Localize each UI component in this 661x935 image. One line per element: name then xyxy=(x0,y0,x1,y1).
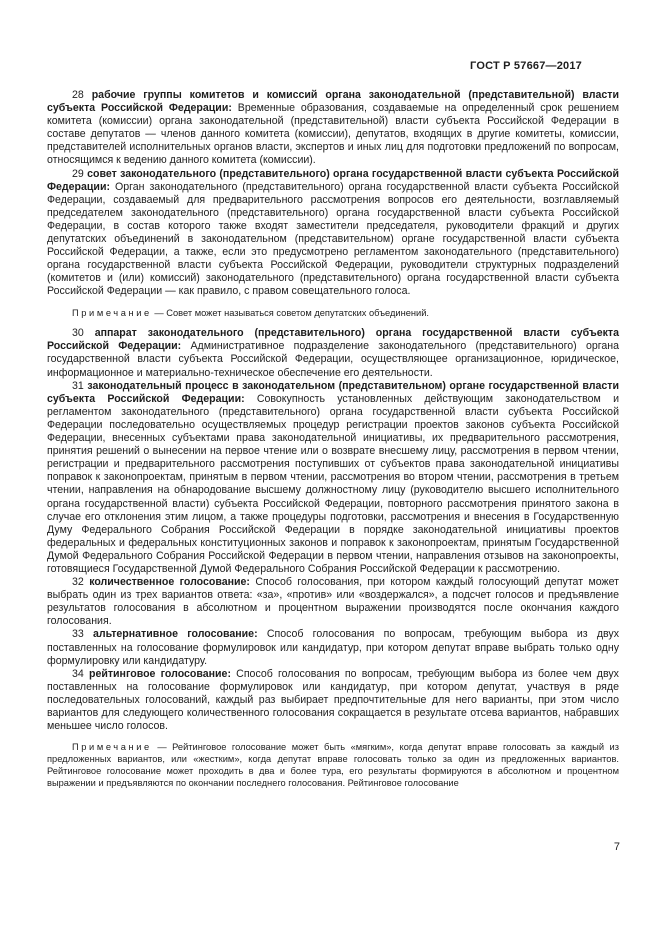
note-text: — Совет может называться советом депутатских объединений. xyxy=(154,307,429,318)
doc-number: ГОСТ Р 57667—2017 xyxy=(470,60,582,72)
term-name: количественное голосование: xyxy=(89,576,250,589)
note-label: Примечание xyxy=(72,307,152,318)
term-definition: Временные образования, создаваемые на определенный срок решением комитета (комиссии) органа законодательной (представительной) власти субъекта Российской Федерации в составе депутатов — членов данного комитета (комиссии), депутатов, входящих в другие комитеты, комиссии, представителей исполнительных органов власти, экспертов и иных лиц для подготовки предложений по вопросам, относящимся к ведению данного комитета (комиссии). xyxy=(47,102,620,167)
term-number: 28 xyxy=(72,89,84,101)
term-paragraph-34 xyxy=(47,668,619,733)
term-name: совет законодательного (представительного) органа государственной власти субъекта Российской Федерации: xyxy=(47,167,619,193)
term-number: 32 xyxy=(72,576,84,589)
term-number: 30 xyxy=(72,327,84,340)
term-paragraph-28 xyxy=(47,89,619,168)
term-number: 34 xyxy=(72,667,84,680)
term-definition: Административное подразделение законодательного (представительного) органа государственной власти субъекта Российской Федерации, осуществляющее организационное, юридическое, информационное и материально-техническое обеспечение его деятельности. xyxy=(47,340,619,379)
term-number: 29 xyxy=(72,167,84,180)
term-paragraph-31 xyxy=(47,380,619,576)
term-name: законодательный процесс в законодательном (представительном) органе государственной власти субъекта Российской Федерации: xyxy=(47,379,619,405)
term-definition: Способ голосования по вопросам, требующим выбора из двух поставленных на голосование формулировок или кандидатур, при котором депутат вправе выбрать только одну формулировку или кандидатуру. xyxy=(47,628,620,667)
term-name: аппарат законодательного (представительного) органа государственной власти субъекта Российской Федерации: xyxy=(47,327,620,353)
page-number: 7 xyxy=(613,841,620,853)
term-definition: Способ голосования по вопросам, требующим выбора из более чем двух поставленных на голосование формулировок или кандидатур, при котором депутат, участвуя в ряде последовательных голосований, каждый раз выбирает предпочтительные для него варианты, при этом число вариантов для следующего количественного голосования сокращается в результате отсева вариантов, набравших меньшее число голосов. xyxy=(47,667,619,733)
document-body xyxy=(47,89,619,797)
term-number: 31 xyxy=(72,379,84,392)
note-2 xyxy=(47,742,619,789)
term-definition: Способ голосования, при котором каждый голосующий депутат может выбрать один из трех вариантов ответа: «за», «против» или «воздержался», а подсчет голосов и предъявление результатов голосования в абсолютном и процентном выражении производятся после окончания каждого голосования. xyxy=(47,576,619,628)
term-paragraph-33 xyxy=(47,628,619,667)
note-text: — Рейтинговое голосование может быть «мягким», когда депутат вправе голосовать за каждый из предложенных вариантов, или «жестким», когда депутат вправе голосовать только за один из предложенных вариантов. Рейтинговое голосование может проходить в два и более тура, его результаты формируются в абсолютном и процентном выражении и предъявляются по окончании последнего голосования. Рейтинговое голосование xyxy=(47,742,619,788)
note-1 xyxy=(47,308,619,320)
note-label: Примечание xyxy=(72,742,152,753)
term-paragraph-32 xyxy=(47,576,619,628)
term-paragraph-29 xyxy=(47,168,619,299)
term-paragraph-30 xyxy=(47,327,619,379)
term-name: альтернативное голосование: xyxy=(93,628,258,641)
term-name: рабочие группы комитетов и комиссий органа законодательной (представительной) власти субъекта Российской Федерации: xyxy=(47,89,619,115)
term-definition: Совокупность установленных действующим законодательством и регламентом законодательного (представительного) органа государственной власти субъекта Российской Федерации последовательно осуществляемых процедур регистрации проектов законов субъекта Российской Федерации, внесенных субъектами права законодательной инициативы, их предварительного рассмотрения, принятия решений о вынесении на первое чтение или о возврате внесшему лицу, рассмотрения в первом чтении, регистрации и предварительного рассмотрения поступивших от субъектов права законодательной инициативы поправок к законопроектам, принятым в первом чтении, рассмотрения во втором чтении, рассмотрения в третьем чтении, направления на обнародование высшему должностному лицу (руководителю высшего исполнительного органа государственной власти) субъекта Российской Федерации, повторного рассмотрения принятого закона в случае его отклонения этим лицом, а также процедуры подготовки, рассмотрения и внесения в Государственную Думу Федерального Собрания Российской Федерации в порядке законодательной инициативы проектов федеральных и федеральных конституционных законов и поправок к законопроектам, принятым Государственной Думой Федерального Собрания Российской Федерации в первом чтении, направления отзывов на законопроекты, готовящиеся Государственной Думой Федерального Собрания Российской Федерации к рассмотрению. xyxy=(47,392,619,575)
term-definition: Орган законодательного (представительного) органа государственной власти субъекта Российской Федерации, создаваемый для предварительного рассмотрения вопросов его деятельности, возглавляемый председателем законодательного (представительного) органа государственной власти субъекта Российской Федерации, в состав которого также входят заместители председателя, руководители фракций и других депутатских объединений в законодательном (представительном) органе государственной власти субъекта Российской Федерации, а также, если это предусмотрено регламентом законодательного (представительного) органа государственной власти субъекта Российской Федерации, руководители структурных подразделений (комитетов и (или) комиссий) законодательного (представительного) органа государственной власти субъекта Российской Федерации — как правило, с правом совещательного голоса. xyxy=(47,180,619,298)
term-name: рейтинговое голосование: xyxy=(88,667,231,680)
term-number: 33 xyxy=(72,628,84,641)
